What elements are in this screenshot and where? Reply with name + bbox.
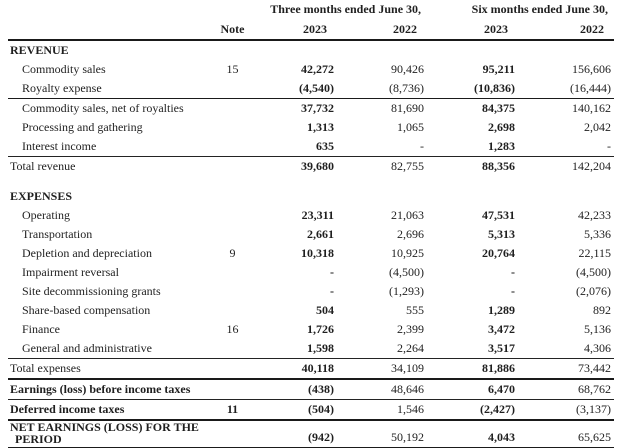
value-cell: 2,399 bbox=[397, 322, 425, 336]
row-label: Transportation bbox=[22, 227, 93, 241]
note-cell: 16 bbox=[226, 322, 239, 336]
value-cell: 5,313 bbox=[488, 227, 516, 241]
table-row bbox=[8, 301, 614, 320]
note-cell bbox=[215, 79, 250, 99]
value-cell: 142,204 bbox=[572, 159, 612, 173]
table-row bbox=[8, 420, 614, 448]
year-header-2023-three-months: 2023 bbox=[250, 17, 337, 40]
value-cell: 40,118 bbox=[250, 359, 337, 380]
value-cell: (1,293) bbox=[389, 284, 425, 298]
value-cell bbox=[250, 187, 337, 206]
value-cell: (16,444) bbox=[518, 79, 614, 99]
group-header-six-months: Six months ended June 30, bbox=[471, 2, 609, 16]
row-label: Royalty expense bbox=[8, 79, 215, 99]
value-cell: 1,283 bbox=[427, 137, 518, 157]
table-row bbox=[8, 379, 614, 400]
value-cell: 6,470 bbox=[427, 379, 518, 400]
table-row bbox=[8, 137, 614, 157]
row-label: Commodity sales bbox=[22, 62, 106, 76]
value-cell: 1,289 bbox=[488, 303, 516, 317]
table-row bbox=[8, 339, 614, 359]
value-cell bbox=[337, 187, 427, 206]
value-cell: 1,598 bbox=[250, 339, 337, 359]
value-cell: 2,696 bbox=[397, 227, 425, 241]
empty-header-cell bbox=[8, 17, 215, 40]
note-cell: 11 bbox=[215, 400, 250, 421]
value-cell: 10,318 bbox=[301, 246, 334, 260]
value-cell: (504) bbox=[250, 400, 337, 421]
value-cell: 504 bbox=[316, 303, 334, 317]
value-cell: 1,546 bbox=[337, 400, 427, 421]
value-cell: 42,272 bbox=[301, 62, 334, 76]
empty-header-cell bbox=[215, 2, 250, 17]
value-cell: 82,755 bbox=[391, 159, 425, 173]
group-header-three-months: Three months ended June 30, bbox=[270, 2, 422, 16]
year-header-row bbox=[8, 17, 614, 40]
table-row bbox=[8, 244, 614, 263]
value-cell: (2,076) bbox=[576, 284, 612, 298]
table-row bbox=[8, 60, 614, 79]
value-cell: 73,442 bbox=[518, 359, 614, 380]
value-cell: - bbox=[337, 137, 427, 157]
table-row bbox=[8, 400, 614, 421]
value-cell: 5,336 bbox=[584, 227, 612, 241]
value-cell: 156,606 bbox=[572, 62, 612, 76]
row-label: Depletion and depreciation bbox=[22, 246, 152, 260]
value-cell: 555 bbox=[406, 303, 425, 317]
value-cell: 48,646 bbox=[337, 379, 427, 400]
year-header-2022-three-months: 2022 bbox=[337, 17, 427, 40]
value-cell: 65,625 bbox=[518, 420, 614, 448]
table-row bbox=[8, 157, 614, 177]
value-cell: (942) bbox=[250, 420, 337, 448]
value-cell: - bbox=[330, 265, 334, 279]
table-row bbox=[8, 206, 614, 225]
note-cell bbox=[215, 263, 250, 282]
table-row bbox=[8, 282, 614, 301]
year-header-2022-six-months: 2022 bbox=[518, 17, 614, 40]
value-cell: 34,109 bbox=[337, 359, 427, 380]
row-label: Share-based compensation bbox=[22, 303, 151, 317]
value-cell: 635 bbox=[250, 137, 337, 157]
table-row bbox=[8, 187, 614, 206]
table-row bbox=[8, 40, 614, 60]
note-cell bbox=[215, 137, 250, 157]
row-label: Total expenses bbox=[8, 359, 215, 380]
row-label-line1: NET EARNINGS (LOSS) FOR THE bbox=[10, 420, 199, 434]
note-cell: 15 bbox=[226, 62, 239, 76]
value-cell: - bbox=[511, 284, 516, 298]
value-cell: - bbox=[518, 137, 614, 157]
value-cell: 2,264 bbox=[337, 339, 427, 359]
value-cell: 50,192 bbox=[337, 420, 427, 448]
value-cell: (4,500) bbox=[389, 265, 425, 279]
row-label: REVENUE bbox=[10, 43, 69, 57]
value-cell: - bbox=[330, 284, 334, 298]
table-row bbox=[8, 359, 614, 380]
note-cell bbox=[215, 206, 250, 225]
value-cell: 4,306 bbox=[518, 339, 614, 359]
row-label: Interest income bbox=[8, 137, 215, 157]
row-label: General and administrative bbox=[8, 339, 215, 359]
note-column-header: Note bbox=[215, 17, 250, 40]
value-cell: 37,732 bbox=[301, 101, 334, 115]
value-cell: 4,043 bbox=[427, 420, 518, 448]
row-label: Impairment reversal bbox=[22, 265, 119, 279]
value-cell: 892 bbox=[593, 303, 612, 317]
value-cell: 95,211 bbox=[482, 62, 516, 76]
spacer-row bbox=[8, 176, 614, 187]
value-cell: (3,137) bbox=[518, 400, 614, 421]
value-cell: 2,042 bbox=[584, 120, 612, 134]
note-cell bbox=[215, 420, 250, 448]
value-cell: 1,726 bbox=[307, 322, 334, 336]
value-cell: 42,233 bbox=[578, 208, 612, 222]
note-cell bbox=[215, 99, 250, 119]
empty-header-cell bbox=[8, 2, 215, 17]
table-row bbox=[8, 263, 614, 282]
row-label: Commodity sales, net of royalties bbox=[22, 101, 184, 115]
note-cell bbox=[215, 339, 250, 359]
table-row bbox=[8, 118, 614, 137]
note-cell bbox=[215, 187, 250, 206]
value-cell bbox=[518, 40, 614, 60]
value-cell: 84,375 bbox=[482, 101, 516, 115]
note-cell: 9 bbox=[229, 246, 236, 260]
year-header-2023-six-months: 2023 bbox=[427, 17, 518, 40]
row-label: Finance bbox=[22, 322, 60, 336]
value-cell: 47,531 bbox=[482, 208, 516, 222]
row-label: Deferred income taxes bbox=[8, 400, 215, 421]
row-label: Site decommissioning grants bbox=[22, 284, 161, 298]
period-group-header-row bbox=[8, 2, 614, 17]
value-cell bbox=[250, 40, 337, 60]
value-cell: 81,886 bbox=[427, 359, 518, 380]
value-cell bbox=[427, 187, 518, 206]
note-cell bbox=[215, 40, 250, 60]
row-label: Operating bbox=[22, 208, 70, 222]
table-row bbox=[8, 79, 614, 99]
income-statement-table bbox=[8, 2, 614, 448]
value-cell bbox=[427, 40, 518, 60]
value-cell: 10,925 bbox=[391, 246, 425, 260]
value-cell: 140,162 bbox=[572, 101, 612, 115]
value-cell: 23,311 bbox=[301, 208, 334, 222]
note-cell bbox=[215, 157, 250, 177]
value-cell: (2,427) bbox=[427, 400, 518, 421]
value-cell: 2,698 bbox=[488, 120, 516, 134]
note-cell bbox=[215, 118, 250, 137]
row-label-line2: PERIOD bbox=[15, 432, 62, 446]
row-label: Earnings (loss) before income taxes bbox=[8, 379, 215, 400]
row-label: Processing and gathering bbox=[22, 120, 143, 134]
value-cell: 5,136 bbox=[584, 322, 612, 336]
value-cell: 1,313 bbox=[307, 120, 334, 134]
value-cell: 1,065 bbox=[397, 120, 425, 134]
table-row bbox=[8, 320, 614, 339]
value-cell bbox=[337, 40, 427, 60]
row-label: EXPENSES bbox=[10, 189, 73, 203]
note-cell bbox=[215, 225, 250, 244]
value-cell: 3,517 bbox=[427, 339, 518, 359]
value-cell: (4,500) bbox=[576, 265, 612, 279]
table-row bbox=[8, 99, 614, 119]
row-label: Total revenue bbox=[10, 159, 76, 173]
row-label bbox=[8, 420, 215, 448]
value-cell: 39,680 bbox=[301, 159, 334, 173]
value-cell: 21,063 bbox=[391, 208, 425, 222]
value-cell: (10,836) bbox=[427, 79, 518, 99]
value-cell: (438) bbox=[250, 379, 337, 400]
note-cell bbox=[215, 282, 250, 301]
spacer-cell bbox=[8, 176, 614, 187]
value-cell: 22,115 bbox=[578, 246, 612, 260]
value-cell: 20,764 bbox=[482, 246, 516, 260]
value-cell: 88,356 bbox=[482, 159, 516, 173]
value-cell: 90,426 bbox=[391, 62, 425, 76]
note-cell bbox=[215, 359, 250, 380]
note-cell bbox=[215, 301, 250, 320]
value-cell: 81,690 bbox=[391, 101, 425, 115]
value-cell: 68,762 bbox=[518, 379, 614, 400]
value-cell: (4,540) bbox=[250, 79, 337, 99]
value-cell: 2,661 bbox=[307, 227, 334, 241]
value-cell: (8,736) bbox=[337, 79, 427, 99]
note-cell bbox=[215, 379, 250, 400]
table-row bbox=[8, 225, 614, 244]
value-cell bbox=[518, 187, 614, 206]
value-cell: 3,472 bbox=[488, 322, 516, 336]
value-cell: - bbox=[511, 265, 516, 279]
